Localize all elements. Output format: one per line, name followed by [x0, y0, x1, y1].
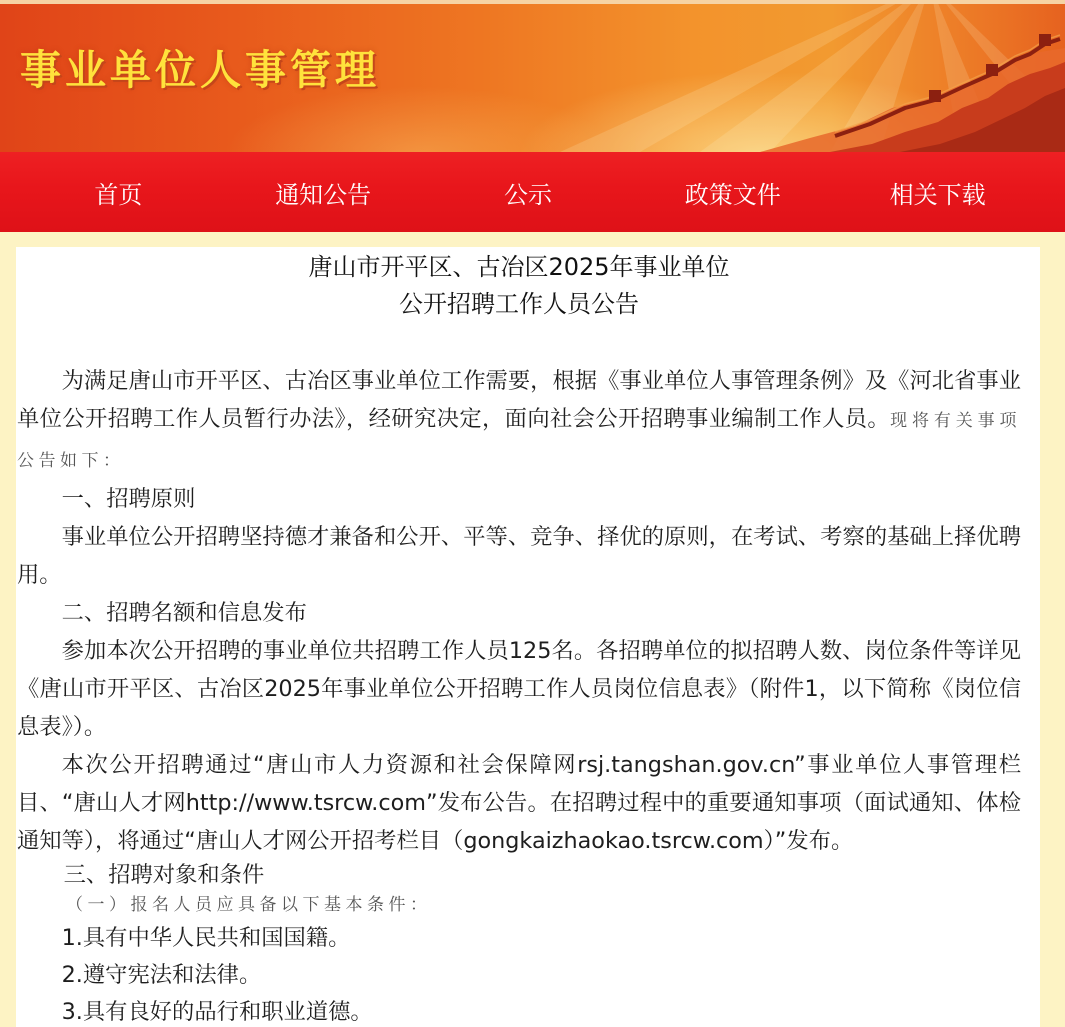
quota-paragraph: 参加本次公开招聘的事业单位共招聘工作人员125名。各招聘单位的拟招聘人数、岗位条件等详见《唐山市开平区、古冶区2025年事业单位公开招聘工作人员岗位信息表》（附件1，以下简称《岗位信息表》）。 — [17, 638, 1021, 740]
publication-paragraph: 本次公开招聘通过“唐山市人力资源和社会保障网rsj.tangshan.gov.cn”事业单位人事管理栏目、“唐山人才网http://www.tsrcw.com”发布公告。在招聘过程中的重要通知事项（面试通知、体检通知等），将通过“唐山人才网公开招考栏目（gongkaizhaokao.tsrcw.com）”发布。 — [17, 752, 1021, 854]
intro-text: 为满足唐山市开平区、古冶区事业单位工作需要，根据《事业单位人事管理条例》及《河北省事业单位公开招聘工作人员暂行办法》，经研究决定，面向社会公开招聘事业编制工作人员。 — [17, 368, 1021, 432]
condition-item: 1.具有中华人民共和国国籍。 — [61, 925, 351, 951]
nav-item-home[interactable]: 首页 — [94, 180, 143, 209]
intro-closing-text: 现将有关事项公告如下： — [17, 411, 1022, 471]
main-nav — [0, 152, 1065, 232]
nav-item-notices[interactable]: 通知公告 — [275, 180, 372, 209]
article-title-line-1: 唐山市开平区、古冶区2025年事业单位 — [308, 253, 730, 281]
condition-item: 3.具有良好的品行和职业道德。 — [61, 999, 373, 1025]
article-title — [17, 249, 1021, 323]
intro-paragraph — [17, 362, 1021, 480]
section-1-paragraph: 事业单位公开招聘坚持德才兼备和公开、平等、竞争、择优的原则，在考试、考察的基础上择优聘用。 — [17, 524, 1021, 588]
nav-item-downloads[interactable]: 相关下载 — [889, 180, 986, 209]
section-3-heading: 三、招聘对象和条件 — [63, 862, 265, 888]
nav-items — [16, 152, 1040, 232]
article-body — [17, 362, 1021, 1027]
article-title-line-2: 公开招聘工作人员公告 — [399, 290, 639, 318]
section-3-subheading: （一）报名人员应具备以下基本条件： — [66, 895, 432, 915]
condition-item: 2.遵守宪法和法律。 — [61, 962, 262, 988]
content-panel — [16, 247, 1040, 1027]
nav-item-policies[interactable]: 政策文件 — [684, 180, 781, 209]
site-banner — [0, 0, 1065, 154]
announcement-article — [16, 247, 1040, 1027]
section-2-heading: 二、招聘名额和信息发布 — [61, 600, 307, 626]
section-1-heading: 一、招聘原则 — [61, 486, 196, 512]
nav-item-publicity[interactable]: 公示 — [503, 180, 552, 209]
site-title: 事业单位人事管理 — [20, 46, 380, 94]
